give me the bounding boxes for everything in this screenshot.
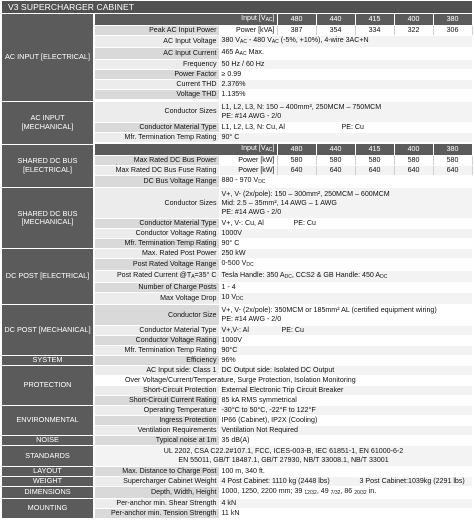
voltage-drop-label: Max Voltage Drop (94, 293, 219, 305)
input-voltage-480: 480 (277, 14, 316, 26)
input-voltage-440: 440 (316, 14, 355, 26)
section-mounting: MOUNTING (2, 499, 94, 519)
post-conductor-size-value: V+, V- (2x/pole): 350MCM or 185mm² AL (certified equipment wiring) PE: #14 AWG - 2/0 (219, 305, 472, 326)
table-row (2, 477, 472, 487)
frequency-value: 50 Hz / 60 Hz (219, 60, 472, 70)
sccr-label: Short-Circuit Current Rating (94, 396, 219, 406)
dc-bus-input-380: 380 (433, 144, 472, 156)
dc-bus-max-fuse-415: 640 (355, 166, 394, 176)
ac-material-value: L1, L2, L3, N: Cu, Al PE: Cu (219, 122, 472, 132)
dc-bus-term-temp-label: Mfr. Termination Temp Rating (94, 239, 219, 249)
shear-value: 4 kN (219, 499, 472, 509)
dc-bus-input-415: 415 (355, 144, 394, 156)
peak-power-unit: Power [kVA] (219, 26, 277, 36)
current-thd-value: 2.376% (219, 80, 472, 90)
input-voltage-415: 415 (355, 14, 394, 26)
current-thd-label: Current THD (94, 80, 219, 90)
input-voltage-header: Input $[V_{AC}]$ (94, 14, 277, 26)
table-row (2, 499, 472, 509)
dc-bus-material-label: Conductor Material Type (94, 219, 219, 229)
table-row (2, 144, 472, 156)
dc-bus-input-header: Input $[V_{AC}]$ (94, 144, 277, 156)
isolation-value: DC Output side: Isolated DC Output (219, 366, 472, 376)
dc-bus-term-temp-value: 90° C (219, 239, 472, 249)
dc-bus-conductor-sizes-label: Conductor Sizes (94, 188, 219, 219)
op-temp-value: -30°C to 50°C, -22°F to 122°F (219, 406, 472, 416)
ac-conductor-sizes-value: L1, L2, L3, N: 150 – 400mm², 250MCM – 750MCM PE: #14 AWG - 2/0 (219, 102, 472, 123)
layout-value: 100 m, 340 ft. (219, 467, 472, 477)
op-temp-label: Operating Temperature (94, 406, 219, 416)
power-factor-label: Power Factor (94, 70, 219, 80)
input-voltage-380: 380 (433, 14, 472, 26)
ip-label: Ingress Protection (94, 416, 219, 426)
section-dimensions: DIMENSIONS (2, 487, 94, 499)
sccr-value: 85 kA RMS symmetrical (219, 396, 472, 406)
dc-bus-voltage-range-value: 880 - 970 $V_{DC}$ (219, 176, 472, 188)
section-environmental: ENVIRONMENTAL (2, 406, 94, 436)
dc-bus-conductor-sizes-value: V+, V- (2x/pole): 150 – 300mm², 250MCM – 600MCM Mid: 2.5 – 35mm², 14 AWG – 1 AWG PE: #14 AWG - 2/0 (219, 188, 472, 219)
ovp-label: Over Voltage/Current/Temperature, Surge Protection, Isolation Monitoring (94, 376, 472, 386)
post-current-label: Post Rated Current $@T_A=35^\circ$ C (94, 271, 219, 283)
dc-bus-max-power-unit: Power [kW] (219, 156, 277, 166)
peak-power-440: 354 (316, 26, 355, 36)
dc-bus-max-power-480: 580 (277, 156, 316, 166)
peak-power-380: 306 (433, 26, 472, 36)
table-row (2, 467, 472, 477)
section-standards: STANDARDS (2, 446, 94, 467)
dc-bus-max-power-380: 580 (433, 156, 472, 166)
section-weight: WEIGHT (2, 477, 94, 487)
spec-table (2, 14, 473, 519)
table-row (2, 188, 472, 219)
ac-current-label: AC Input Current (94, 48, 219, 60)
ac-term-temp-label: Mfr. Termination Temp Rating (94, 132, 219, 142)
section-dc-post-electrical: DC POST [ELECTRICAL] (2, 249, 94, 305)
isolation-label: AC Input side: Class 1 (94, 366, 219, 376)
dc-bus-max-fuse-400: 640 (394, 166, 433, 176)
charge-posts-value: 1 - 4 (219, 283, 472, 293)
post-material-label: Conductor Material Type (94, 326, 219, 336)
section-ac-input-mechanical: AC INPUT [MECHANICAL] (2, 102, 94, 145)
dc-bus-max-fuse-480: 640 (277, 166, 316, 176)
efficiency-label: Efficiency (94, 356, 219, 366)
dc-bus-input-440: 440 (316, 144, 355, 156)
section-system: SYSTEM (2, 356, 94, 366)
post-max-power-value: 250 kW (219, 249, 472, 259)
scp-value: External Electronic Trip Circuit Breaker (219, 386, 472, 396)
dimensions-value: 1000, 1250, 2200 mm; 39 $_{12/32}$, 49 $_{7/32}$, 86 $_{20/32}$ in. (219, 487, 472, 499)
frequency-label: Frequency (94, 60, 219, 70)
dc-bus-max-power-415: 580 (355, 156, 394, 166)
post-term-temp-label: Mfr. Termination Temp Rating (94, 346, 219, 356)
tension-value: 11 kN (219, 509, 472, 519)
post-max-power-label: Max. Rated Post Power (94, 249, 219, 259)
section-ac-input-electrical: AC INPUT [ELECTRICAL] (2, 14, 94, 102)
dc-bus-max-power-label: Max Rated DC Bus Power (94, 156, 219, 166)
tension-label: Per-anchor min. Tension Strength (94, 509, 219, 519)
section-shared-dc-bus-electrical: SHARED DC BUS [ELECTRICAL] (2, 144, 94, 188)
dc-bus-voltage-rating-value: 1000V (219, 229, 472, 239)
peak-power-400: 322 (394, 26, 433, 36)
weight-label: Supercharger Cabinet Weight (94, 477, 219, 487)
post-voltage-rating-value: 1000V (219, 336, 472, 346)
input-voltage-400: 400 (394, 14, 433, 26)
dc-bus-voltage-range-label: DC Bus Voltage Range (94, 176, 219, 188)
ac-term-temp-value: 90° C (219, 132, 472, 142)
peak-power-415: 334 (355, 26, 394, 36)
table-row (2, 446, 472, 467)
ip-value: IP66 (Cabinet), IP2X (Cooling) (219, 416, 472, 426)
section-dc-post-mechanical: DC POST [MECHANICAL] (2, 305, 94, 356)
table-row (2, 305, 472, 326)
standards-value: UL 2202, CSA C22.2#107.1, FCC, ICES-003-B, IEC 61851-1, EN 61000-6-2 EN 55011, GB/T 18487.1, GB/T 27930, NB/T 33008.1, NB/T 33001 (94, 446, 472, 467)
ac-material-label: Conductor Material Type (94, 122, 219, 132)
ac-voltage-label: AC Input Voltage (94, 36, 219, 48)
dc-bus-max-power-440: 580 (316, 156, 355, 166)
page-title: V3 SUPERCHARGER CABINET (2, 1, 472, 13)
power-factor-value: ≥ 0.99 (219, 70, 472, 80)
post-conductor-size-label: Conductor Size (94, 305, 219, 326)
vent-value: Ventilation Not Required (219, 426, 472, 436)
dc-bus-max-fuse-label: Max Rated DC Bus Fuse Rating (94, 166, 219, 176)
peak-power-480: 387 (277, 26, 316, 36)
section-shared-dc-bus-mechanical: SHARED DC BUS [MECHANICAL] (2, 188, 94, 249)
scp-label: Short-Circuit Protection (94, 386, 219, 396)
ac-voltage-value: 380 $V_{AC} - 480$ $V_{AC}$ (-5%, +10%), 4-wire 3AC+N (219, 36, 472, 48)
dc-bus-voltage-rating-label: Conductor Voltage Rating (94, 229, 219, 239)
post-material-value: V+,V-: Al PE: Cu (219, 326, 472, 336)
section-layout: LAYOUT (2, 467, 94, 477)
table-row (2, 436, 472, 446)
charge-posts-label: Number of Charge Posts (94, 283, 219, 293)
section-protection: PROTECTION (2, 366, 94, 406)
peak-power-label: Peak AC Input Power (94, 26, 219, 36)
table-row (2, 366, 472, 376)
dc-bus-input-480: 480 (277, 144, 316, 156)
post-voltage-rating-label: Conductor Voltage Rating (94, 336, 219, 346)
dimensions-label: Depth, Width, Height (94, 487, 219, 499)
dc-bus-max-fuse-440: 640 (316, 166, 355, 176)
voltage-thd-value: 1.135% (219, 90, 472, 100)
dc-bus-max-fuse-unit: Power [kW] (219, 166, 277, 176)
table-row (2, 14, 472, 26)
post-voltage-label: Post Rated Voltage Range (94, 259, 219, 271)
voltage-thd-label: Voltage THD (94, 90, 219, 100)
table-row (2, 356, 472, 366)
vent-label: Ventilation Requirements (94, 426, 219, 436)
table-row (2, 249, 472, 259)
dc-bus-max-fuse-380: 640 (433, 166, 472, 176)
table-row (2, 487, 472, 499)
post-current-value: Tesla Handle: 350 $A_{DC}$, CCS2 & GB Handle: 450 $A_{DC}$ (219, 271, 472, 283)
dc-bus-input-400: 400 (394, 144, 433, 156)
ac-current-value: 465 $A_{AC}$ Max. (219, 48, 472, 60)
dc-bus-material-value: V+, V-: Cu, Al PE: Cu (219, 219, 472, 229)
shear-label: Per-anchor min. Shear Strength (94, 499, 219, 509)
dc-bus-max-power-400: 580 (394, 156, 433, 166)
weight-value: 4 Post Cabinet: 1110 kg (2448 lbs) 3 Post Cabinet:1039kg (2291 lbs) (219, 477, 472, 487)
post-voltage-value: 0-500 $V_{DC}$ (219, 259, 472, 271)
voltage-drop-value: 10 $V_{DC}$ (219, 293, 472, 305)
efficiency-value: 96% (219, 356, 472, 366)
noise-label: Typical noise at 1m (94, 436, 219, 446)
post-term-temp-value: 90°C (219, 346, 472, 356)
noise-value: 35 dB(A) (219, 436, 472, 446)
section-noise: NOISE (2, 436, 94, 446)
ac-conductor-sizes-label: Conductor Sizes (94, 102, 219, 123)
layout-label: Max. Distance to Charge Post (94, 467, 219, 477)
table-row (2, 406, 472, 416)
table-row (2, 102, 472, 123)
